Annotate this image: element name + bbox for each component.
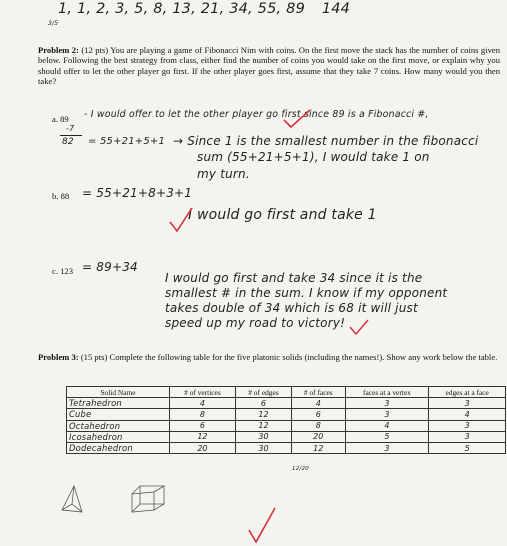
edges-at-face-cell: 4: [429, 409, 506, 420]
faces-at-vertex-cell: 3: [345, 442, 429, 453]
part-b-label: b. 88: [52, 191, 70, 201]
edges-at-face-cell: 3: [429, 420, 506, 431]
part-b-answer: I would go first and take 1: [188, 207, 377, 223]
vertices-cell: 12: [170, 431, 236, 442]
tetrahedron-sketch-icon: [58, 484, 88, 516]
part-c-sum: = 89+34: [82, 260, 138, 274]
faces-cell: 8: [292, 420, 346, 431]
part-c-label: c. 123: [52, 266, 74, 276]
table-row: [67, 409, 506, 420]
problem2-text: (12 pts) You are playing a game of Fibonacci Nim with coins. On the first move the stack has the number of coins given below. Following the best strategy from class, either find the number of coins you would take on the first move, or explain why you should offer to let the other player go first. If the other player goes first, assume that they take 7 coins. How many would you then take?: [38, 45, 501, 87]
column-header: # of edges: [235, 387, 291, 398]
edges-at-face-cell: 3: [429, 431, 506, 442]
part-a-line2: → Since 1 is the smallest number in the fibonacci: [173, 134, 479, 148]
column-header: edges at a face: [429, 387, 506, 398]
platonic-solids-table: [66, 386, 506, 454]
edges-cell: 12: [235, 420, 291, 431]
problem3-title: Problem 3:: [38, 352, 79, 362]
edges-cell: 30: [235, 431, 291, 442]
part-a-label: a. 89: [52, 114, 69, 124]
problem2-prompt: [38, 45, 500, 87]
solid-name-cell: Icosahedron: [67, 431, 170, 442]
table-row: [67, 442, 506, 453]
check-mark-icon: [168, 206, 194, 234]
part-b-sum: = 55+21+8+3+1: [82, 186, 193, 200]
column-header: # of faces: [292, 387, 346, 398]
part-a-sum: = 55+21+5+1: [88, 136, 166, 147]
problem2-title: Problem 2:: [38, 45, 79, 55]
faces-at-vertex-cell: 3: [345, 409, 429, 420]
sequence-last: 144: [321, 1, 351, 17]
check-mark-icon: [348, 318, 370, 336]
part-a-line3: sum (55+21+5+1), I would take 1 on: [197, 150, 430, 164]
table-row: [67, 420, 506, 431]
column-header: Solid Name: [67, 387, 170, 398]
solid-name-cell: Dodecahedron: [67, 442, 170, 453]
table-row: [67, 398, 506, 409]
vertices-cell: 4: [170, 398, 236, 409]
solid-name-cell: Octahedron: [67, 420, 170, 431]
solid-name-cell: Tetrahedron: [67, 398, 170, 409]
part-c-line3: takes double of 34 which is 68 it will just: [165, 301, 418, 315]
part-a-line4: my turn.: [197, 167, 250, 181]
solid-name-cell: Cube: [67, 409, 170, 420]
table-scribble: 12/20: [292, 466, 309, 472]
edges-cell: 12: [235, 409, 291, 420]
column-header: faces at a vertex: [345, 387, 429, 398]
edges-at-face-cell: 3: [429, 398, 506, 409]
faces-cell: 20: [292, 431, 346, 442]
faces-cell: 4: [292, 398, 346, 409]
faces-at-vertex-cell: 3: [345, 398, 429, 409]
problem3-prompt: [38, 352, 500, 362]
margin-scribble: 3/5: [48, 20, 59, 27]
vertices-cell: 6: [170, 420, 236, 431]
table-row: [67, 431, 506, 442]
edges-cell: 6: [235, 398, 291, 409]
edges-cell: 30: [235, 442, 291, 453]
fibonacci-sequence-note: [58, 1, 350, 17]
vertices-cell: 8: [170, 409, 236, 420]
edges-at-face-cell: 5: [429, 442, 506, 453]
faces-at-vertex-cell: 5: [345, 431, 429, 442]
faces-cell: 6: [292, 409, 346, 420]
column-header: # of vertices: [170, 387, 236, 398]
faces-at-vertex-cell: 4: [345, 420, 429, 431]
part-a-calc-top: -7: [66, 124, 75, 133]
part-c-line4: speed up my road to victory!: [165, 316, 346, 330]
part-a-line1: - I would offer to let the other player go first since 89 is a Fibonacci #,: [84, 109, 429, 120]
table-header-row: [67, 387, 506, 398]
cube-sketch-icon: [126, 484, 168, 514]
sequence-text: 1, 1, 2, 3, 5, 8, 13, 21, 34, 55, 89: [58, 1, 305, 17]
check-mark-icon: [282, 108, 312, 130]
faces-cell: 12: [292, 442, 346, 453]
part-c-line2: smallest # in the sum. I know if my opponent: [165, 286, 448, 300]
problem3-text: (15 pts) Complete the following table for the five platonic solids (including the names!). Show any work below the table.: [80, 352, 498, 362]
part-c-line1: I would go first and take 34 since it is the: [165, 271, 423, 285]
part-a-calc-bottom: 82: [62, 137, 74, 147]
part-a-calc-rule: [60, 135, 82, 136]
check-mark-icon: [247, 506, 277, 544]
vertices-cell: 20: [170, 442, 236, 453]
